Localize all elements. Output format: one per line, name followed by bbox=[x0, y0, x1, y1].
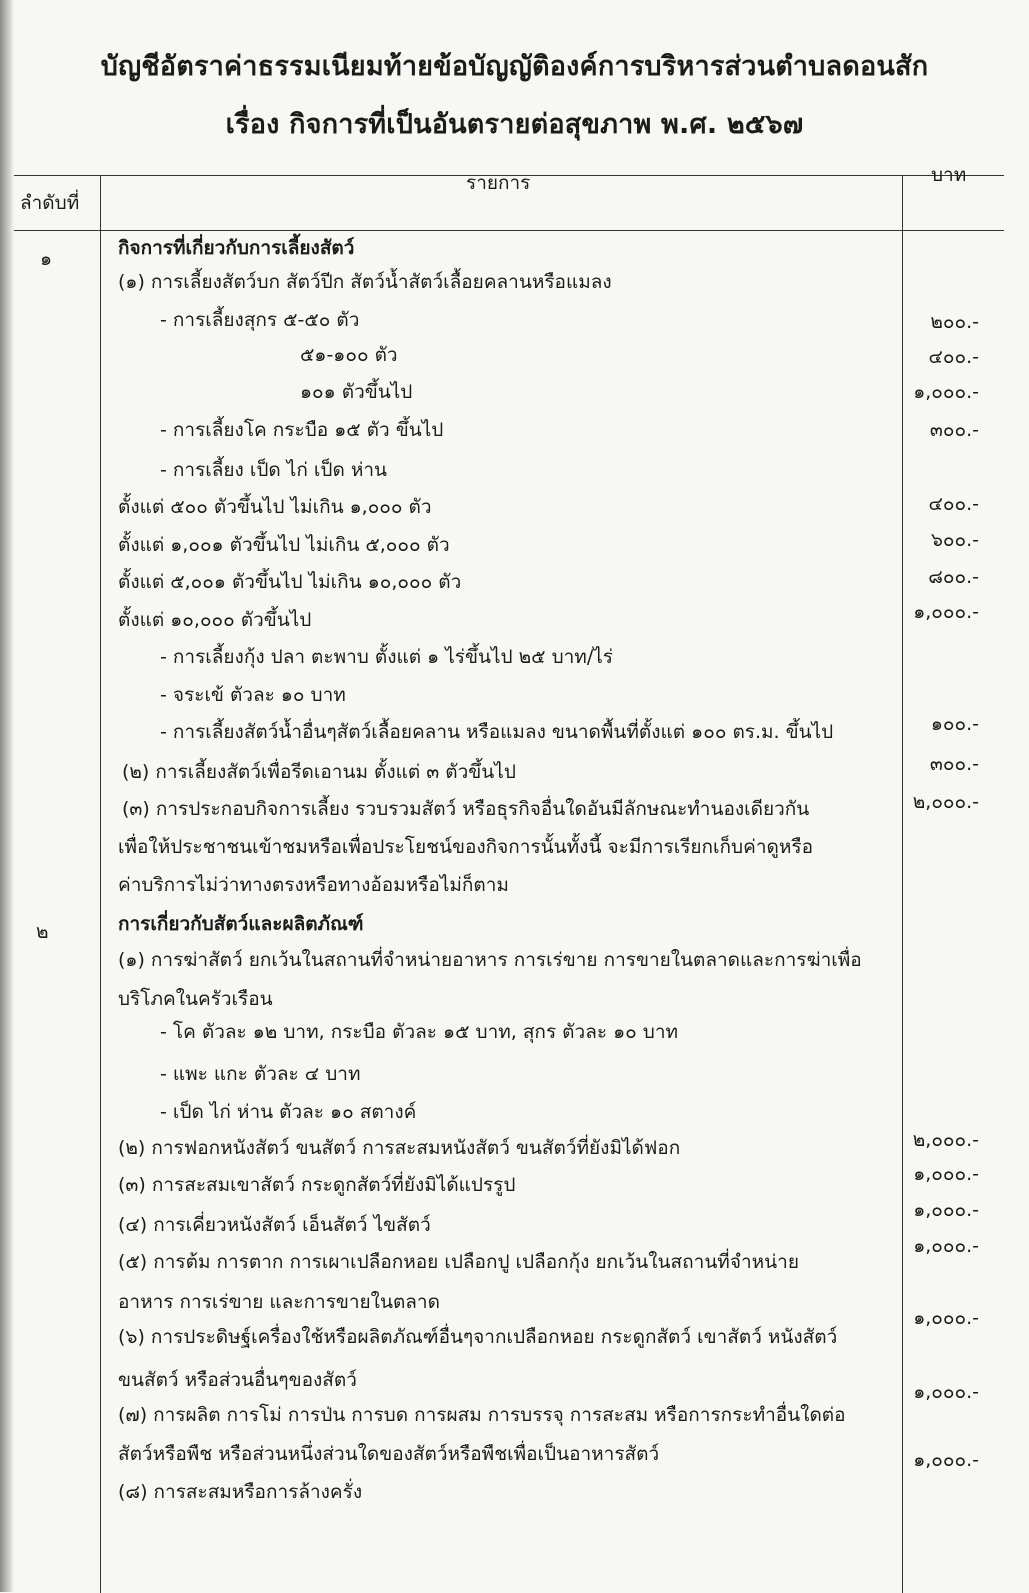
table-row-text: (๑) การเลี้ยงสัตว์บก สัตว์ปีก สัตว์น้ำสัตว์เลื้อยคลานหรือแมลง bbox=[118, 271, 612, 293]
fee-amount: ๘๐๐.- bbox=[928, 566, 979, 588]
fee-amount: ๒,๐๐๐.- bbox=[912, 791, 979, 813]
header-no: ลำดับที่ bbox=[20, 192, 80, 214]
table-row-text: ตั้งแต่ ๕,๐๐๑ ตัวขึ้นไป ไม่เกิน ๑๐,๐๐๐ ตัว bbox=[118, 571, 462, 593]
fee-amount: ๑,๐๐๐.- bbox=[913, 601, 979, 623]
table-row-text: (๕) การต้ม การตาก การเผาเปลือกหอย เปลือกปู เปลือกกุ้ง ยกเว้นในสถานที่จำหน่าย bbox=[118, 1251, 799, 1273]
table-row-text: - เป็ด ไก่ ห่าน ตัวละ ๑๐ สตางค์ bbox=[160, 1101, 417, 1123]
fee-amount: ๑,๐๐๐.- bbox=[913, 1307, 979, 1329]
table-row-text: - การเลี้ยงสุกร ๕-๕๐ ตัว bbox=[160, 309, 360, 331]
fee-amount: ๑,๐๐๐.- bbox=[913, 1449, 979, 1471]
table-row-text: กิจการที่เกี่ยวกับการเลี้ยงสัตว์ bbox=[118, 237, 355, 259]
table-row-text: (๒) การฟอกหนังสัตว์ ขนสัตว์ การสะสมหนังสัตว์ ขนสัตว์ที่ยังมิได้ฟอก bbox=[118, 1137, 681, 1159]
table-row-text: ค่าบริการไม่ว่าทางตรงหรือทางอ้อมหรือไม่ก็ตาม bbox=[118, 874, 509, 896]
fee-amount: ๒๐๐.- bbox=[930, 311, 979, 333]
table-row-text: (๒) การเลี้ยงสัตว์เพื่อรีดเอานม ตั้งแต่ ๓ ตัวขึ้นไป bbox=[122, 761, 516, 783]
row-number: ๒ bbox=[36, 921, 49, 943]
table-row-text: - การเลี้ยงกุ้ง ปลา ตะพาบ ตั้งแต่ ๑ ไร่ขึ้นไป ๒๕ บาท/ไร่ bbox=[160, 646, 613, 668]
table-row-text: บริโภคในครัวเรือน bbox=[118, 988, 273, 1010]
fee-amount: ๓๐๐.- bbox=[929, 419, 979, 441]
table-row-text: ตั้งแต่ ๑๐,๐๐๐ ตัวขึ้นไป bbox=[118, 609, 312, 631]
scan-binding-edge bbox=[0, 0, 14, 1592]
fee-amount: ๑,๐๐๐.- bbox=[913, 1381, 979, 1403]
fee-amount: ๔๐๐.- bbox=[928, 493, 979, 515]
table-row-text: ขนสัตว์ หรือส่วนอื่นๆของสัตว์ bbox=[118, 1369, 357, 1391]
table-row-text: (๔) การเคี่ยวหนังสัตว์ เอ็นสัตว์ ไขสัตว์ bbox=[118, 1214, 431, 1236]
table-row-text: - การเลี้ยง เป็ด ไก่ เป็ด ห่าน bbox=[160, 459, 388, 481]
table-row-text: ๕๑-๑๐๐ ตัว bbox=[300, 344, 398, 366]
table-row-text: สัตว์หรือพืช หรือส่วนหนึ่งส่วนใดของสัตว์หรือพืชเพื่อเป็นอาหารสัตว์ bbox=[118, 1443, 660, 1465]
table-row-text: (๓) การประกอบกิจการเลี้ยง รวบรวมสัตว์ หรือธุรกิจอื่นใดอันมีลักษณะทำนองเดียวกัน bbox=[122, 798, 810, 820]
table-row-text: - การเลี้ยงสัตว์น้ำอื่นๆสัตว์เลื้อยคลาน หรือแมลง ขนาดพื้นที่ตั้งแต่ ๑๐๐ ตร.ม. ขึ้นไป bbox=[160, 721, 834, 743]
table-row-text: - การเลี้ยงโค กระบือ ๑๕ ตัว ขึ้นไป bbox=[160, 419, 444, 441]
column-divider-amount bbox=[902, 176, 903, 1593]
header-amount: บาท bbox=[931, 164, 967, 186]
table-row-text: การเกี่ยวกับสัตว์และผลิตภัณฑ์ bbox=[118, 913, 364, 935]
table-row-text: - จระเข้ ตัวละ ๑๐ บาท bbox=[160, 684, 346, 706]
table-row-text: (๓) การสะสมเขาสัตว์ กระดูกสัตว์ที่ยังมิได้แปรรูป bbox=[118, 1174, 516, 1196]
header-divider bbox=[14, 230, 1004, 231]
fee-amount: ๔๐๐.- bbox=[928, 346, 979, 368]
fee-amount: ๖๐๐.- bbox=[930, 529, 979, 551]
table-row-text: (๘) การสะสมหรือการล้างครั่ง bbox=[118, 1481, 363, 1503]
fee-amount: ๑,๐๐๐.- bbox=[913, 1163, 979, 1185]
table-row-text: เพื่อให้ประชาชนเข้าชมหรือเพื่อประโยชน์ของกิจการนั้นทั้งนี้ จะมีการเรียกเก็บค่าดูหรือ bbox=[118, 836, 813, 858]
table-row-text: ตั้งแต่ ๕๐๐ ตัวขึ้นไป ไม่เกิน ๑,๐๐๐ ตัว bbox=[118, 496, 432, 518]
column-divider-no bbox=[100, 176, 101, 1593]
fee-amount: ๑,๐๐๐.- bbox=[913, 1199, 979, 1221]
table-row-text: อาหาร การเร่ขาย และการขายในตลาด bbox=[118, 1291, 440, 1313]
table-row-text: ตั้งแต่ ๑,๐๐๑ ตัวขึ้นไป ไม่เกิน ๕,๐๐๐ ตัว bbox=[118, 534, 450, 556]
header-item: รายการ bbox=[466, 172, 531, 194]
fee-amount: ๑,๐๐๐.- bbox=[913, 381, 979, 403]
row-number: ๑ bbox=[40, 248, 53, 270]
document-subtitle: เรื่อง กิจการที่เป็นอันตรายต่อสุขภาพ พ.ศ. ๒๕๖๗ bbox=[225, 109, 804, 140]
table-row-text: (๗) การผลิต การโม่ การป่น การบด การผสม การบรรจุ การสะสม หรือการกระทำอื่นใดต่อ bbox=[118, 1404, 846, 1426]
fee-amount: ๒,๐๐๐.- bbox=[912, 1129, 979, 1151]
fee-amount: ๑๐๐.- bbox=[930, 713, 979, 735]
table-row-text: (๑) การฆ่าสัตว์ ยกเว้นในสถานที่จำหน่ายอาหาร การเร่ขาย การขายในตลาดและการฆ่าเพื่อ bbox=[118, 949, 862, 971]
table-row-text: - โค ตัวละ ๑๒ บาท, กระบือ ตัวละ ๑๕ บาท, สุกร ตัวละ ๑๐ บาท bbox=[160, 1021, 679, 1043]
document-title: บัญชีอัตราค่าธรรมเนียมท้ายข้อบัญญัติองค์การบริหารส่วนตำบลดอนสัก bbox=[100, 51, 929, 82]
table-row-text: ๑๐๑ ตัวขึ้นไป bbox=[300, 381, 413, 403]
fee-amount: ๓๐๐.- bbox=[929, 753, 979, 775]
table-row-text: (๖) การประดิษฐ์เครื่องใช้หรือผลิตภัณฑ์อื่นๆจากเปลือกหอย กระดูกสัตว์ เขาสัตว์ หนังสัตว์ bbox=[118, 1326, 838, 1348]
fee-amount: ๑,๐๐๐.- bbox=[913, 1235, 979, 1257]
table-row-text: - แพะ แกะ ตัวละ ๔ บาท bbox=[160, 1063, 361, 1085]
